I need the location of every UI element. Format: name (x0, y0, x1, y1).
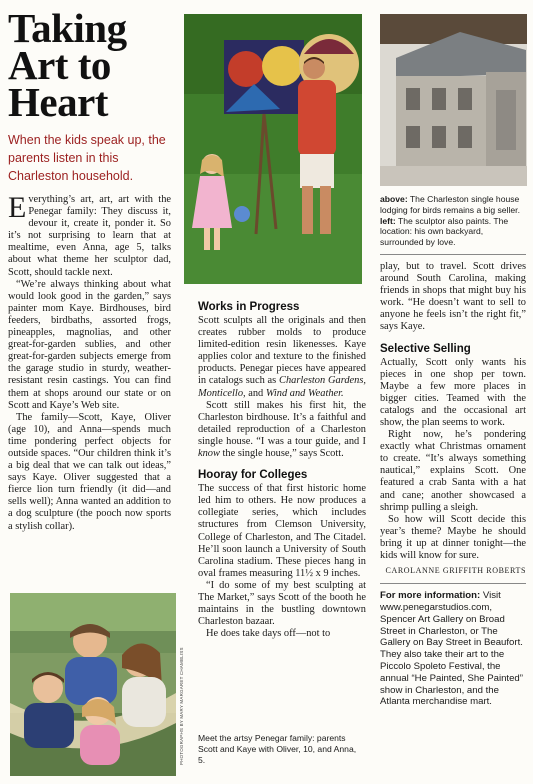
family-caption: Meet the artsy Penegar family: parents Scott and Kaye with Oliver, 10, and Anna, 5. (198, 733, 357, 765)
photo-credit: PHOTOGRAPHS BY MARY MARGARET CHAMBLISS (179, 647, 184, 765)
drop-cap: E (8, 191, 27, 224)
painter-photo (184, 14, 362, 284)
column-middle (198, 300, 366, 648)
caption-left-label: left: (380, 215, 396, 226)
works-paragraph-2 (198, 400, 366, 460)
selective-paragraph-3: So how will Scott decide this year’s theme? Maybe he should bring it up at dinner tonight—the kids will know for sure. (380, 513, 526, 562)
byline: CAROLANNE GRIFFITH ROBERTS (385, 566, 526, 576)
section-colleges (198, 468, 366, 640)
subhead-selective: Selective Selling (380, 342, 471, 355)
works-italic-2: Wind and Weather. (265, 387, 344, 399)
column-right (380, 194, 526, 708)
caption-left-text: The sculptor also paints. The location: his own backyard, surrounded by love. (380, 215, 509, 248)
more-info-label: For more information: (380, 590, 481, 602)
works-italic-1: Charleston Gardens, Monticello, (198, 375, 366, 399)
dek: When the kids speak up, the parents listen in this Charleston household. (8, 133, 166, 183)
colleges-paragraph-2: “I do some of my best sculpting at The Market,” says Scott of the booth he maintains in the bustling downtown Charleston bazaar. (198, 579, 366, 628)
works-paragraph-1 (198, 315, 366, 400)
colleges-paragraph-1: The success of that first historic home led him to others. He now produces a collegiate series, which includes structures from Clemson University, College of Charleston, and The Citadel. He’ll soon launch a University of South Carolina stadium. These pieces hang in oval frames measuring 11½ x 9 inches. (198, 483, 366, 579)
photo-caption (380, 194, 526, 248)
more-info (380, 590, 526, 708)
works-italic-3: know (198, 448, 220, 460)
subhead-works: Works in Progress (198, 301, 300, 313)
headline: Taking Art to Heart (8, 5, 127, 125)
works-p2b: the single house,” says Scott. (219, 448, 344, 460)
selective-paragraph-2: Right now, he’s pondering exactly what Christmas ornament to create. “It’s always something nautical,” explains Scott. One featured a crab Santa with a hat and cane; another showcased a shrimp pulling a sleigh. (380, 429, 526, 513)
intro-paragraph-3: The family—Scott, Kaye, Oliver (age 10), and Anna—spends much time pondering perfect objects for outside spaces. “Our children think it’s a big deal that we can talk out ideas,” says Kaye. Oliver suggested that a fierce lion turn friendly (it did—and sells well); Anna wanted an addition to a dog sculpture (the pooch now sports a stylish collar). (8, 411, 171, 532)
works-p1a: Scott sculpts all the originals and then creates rubber molds to produce limited-edition resin likenesses. Kaye applies color and texture to the finished products. Penegar pieces have appeared in catalogs such as (198, 315, 366, 387)
subhead-colleges: Hooray for Colleges (198, 469, 308, 482)
intro-paragraph-1 (8, 191, 171, 279)
divider (380, 254, 526, 255)
intro-paragraph-2: “We’re always thinking about what would look good in the garden,” says painter mom Kaye. Birdhouses, bird feeders, birdbaths, assorted frogs, pineapples, magnolias, and other great-for-garden sublies, and other great-for-garden subjects emerge from the garage studio in sturdy, weather-resistant resin castings. You can find them at shops around our state or on Scott and Kaye’s Web site. (8, 278, 171, 411)
works-p1b: and (245, 387, 266, 399)
caption-above-label: above: (380, 194, 408, 204)
column-left (8, 5, 171, 533)
caption-above-text: The Charleston single house lodging for birds remains a big seller. (380, 194, 520, 215)
colleges-paragraph-3: He does take days off—not to (206, 628, 331, 640)
continued-paragraph: play, but to travel. Scott drives around South Carolina, making friends in shops that might buy his work. “He doesn’t want to sell to anyone he feels isn’t the right fit,” says Kaye. (380, 260, 526, 333)
article-intro (8, 191, 171, 533)
more-info-text: Visit www.penegarstudios.com, Spencer Art Gallery on Broad Street in Charleston, or The Gallery on Bay Street in Beaufort. They also take their art to the Piccolo Spoleto Festival, the annual “He Painted, She Painted” show in Charleston, and the Atlanta merchandise mart. (380, 590, 523, 708)
works-p2a: Scott still makes his first hit, the Charleston birdhouse. It’s a faithful and detailed reproduction of a Charleston single house. “I was a tour guide, and I (198, 399, 366, 447)
family-photo (10, 593, 176, 776)
section-selective (380, 342, 526, 576)
birdhouse-photo (380, 14, 527, 186)
divider-2 (380, 583, 526, 584)
intro-paragraph-1-text: verything’s art, art, art with the Penegar family: They discuss it, devour it, create it, ponder it. So it’s not surprising to learn that at mealtime, even Anna, age 5, talks about what theme her sculptor dad, Scott, should tackle next. (8, 194, 171, 278)
selective-paragraph-1: Actually, Scott only wants his pieces in one shop per town. Maybe a few more places in bigger cities. Teamed with the catalogs and the occasional art show, the plan seems to work. (380, 356, 526, 429)
section-works (198, 300, 366, 460)
